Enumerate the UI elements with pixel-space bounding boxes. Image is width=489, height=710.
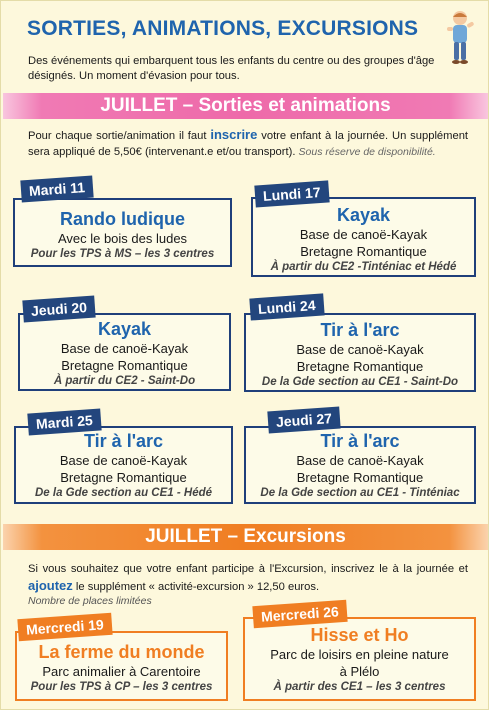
event-title: Tir à l'arc	[320, 320, 400, 340]
event-title: Hisse et Ho	[310, 625, 409, 645]
event-card-jeudi-27	[244, 426, 476, 504]
event-date-tag: Jeudi 20	[22, 296, 95, 323]
event-card-mardi-25	[14, 426, 233, 504]
sorties-instructions: Pour chaque sortie/animation il faut inscrire votre enfant à la journée. Un supplément sera appliqué de 5,50€ (intervenant.e et/ou transport). Sous réserve de disponibilité.	[28, 127, 469, 158]
event-detail-2: Bretagne Romantique	[296, 359, 424, 374]
event-detail: Parc animalier à Carentoire	[42, 664, 201, 679]
event-date-tag: Mercredi 26	[252, 600, 347, 628]
event-date-tag: Mardi 25	[27, 408, 101, 435]
event-detail: Avec le bois des ludes	[57, 231, 188, 246]
page-title: SORTIES, ANIMATIONS, EXCURSIONS	[27, 17, 419, 40]
event-card-jeudi-20	[18, 313, 231, 391]
event-detail: Base de canoë-Kayak	[296, 453, 424, 468]
event-age: De la Gde section au CE1 - Hédé	[34, 487, 213, 499]
ajoutez-highlight: ajoutez	[28, 577, 73, 593]
event-title: La ferme du monde	[38, 642, 205, 662]
event-title: Kayak	[97, 319, 152, 339]
event-detail: Base de canoë-Kayak	[296, 342, 424, 357]
event-detail: Parc de loisirs en pleine nature	[270, 647, 449, 662]
event-age: Pour les TPS à MS – les 3 centres	[30, 248, 215, 260]
places-note: Nombre de places limitées	[28, 595, 152, 607]
event-title: Tir à l'arc	[84, 431, 163, 451]
section-banner-excursions: JUILLET – Excursions	[3, 524, 488, 550]
event-detail-2: Bretagne Romantique	[296, 470, 424, 485]
event-detail-2: Bretagne Romantique	[60, 470, 187, 485]
event-detail: Base de canoë-Kayak	[60, 341, 189, 356]
event-date-tag: Lundi 17	[254, 180, 329, 207]
event-age: Pour les TPS à CP – les 3 centres	[30, 681, 213, 693]
event-age: De la Gde section au CE1 - Tinténiac	[260, 487, 460, 499]
event-date-tag: Mardi 11	[20, 176, 93, 203]
event-card-lundi-24	[244, 313, 476, 392]
intro-text: Des événements qui embarquent tous les enfants du centre ou des groupes d'âge désignés. Un moment d'évasion pour tous.	[28, 55, 435, 82]
event-card-mercredi-26	[243, 617, 476, 701]
event-card-lundi-17	[251, 197, 476, 277]
event-card-mercredi-19	[15, 631, 228, 701]
event-detail-2: Bretagne Romantique	[300, 244, 427, 259]
event-age: À partir des CE1 – les 3 centres	[273, 681, 446, 693]
event-detail-2: Bretagne Romantique	[61, 358, 188, 373]
inscrire-highlight: inscrire	[210, 127, 258, 142]
event-detail: Base de canoë-Kayak	[299, 227, 428, 242]
event-date-tag: Jeudi 27	[267, 407, 340, 434]
section-banner-sorties: JUILLET – Sorties et animations	[3, 93, 488, 119]
event-title: Kayak	[336, 205, 391, 225]
event-age: À partir du CE2 - Saint-Do	[53, 375, 196, 387]
event-date-tag: Lundi 24	[249, 293, 324, 320]
event-age: De la Gde section au CE1 - Saint-Do	[261, 376, 459, 388]
event-date-tag: Mercredi 19	[17, 613, 112, 641]
availability-note: Sous réserve de disponibilité.	[298, 145, 436, 158]
event-detail-2: à Plélo	[339, 664, 380, 679]
event-title: Rando ludique	[60, 209, 185, 229]
event-detail: Base de canoë-Kayak	[59, 453, 188, 468]
event-age: À partir du CE2 -Tinténiac et Hédé	[270, 261, 457, 273]
excursions-instructions: Si vous souhaitez que votre enfant participe à l'Excursion, inscrivez le à la journée et ajoutez le supplément « activité-excursion » 12,50 euros.	[28, 563, 468, 593]
event-card-mardi-11	[13, 198, 232, 267]
event-title: Tir à l'arc	[320, 431, 400, 451]
